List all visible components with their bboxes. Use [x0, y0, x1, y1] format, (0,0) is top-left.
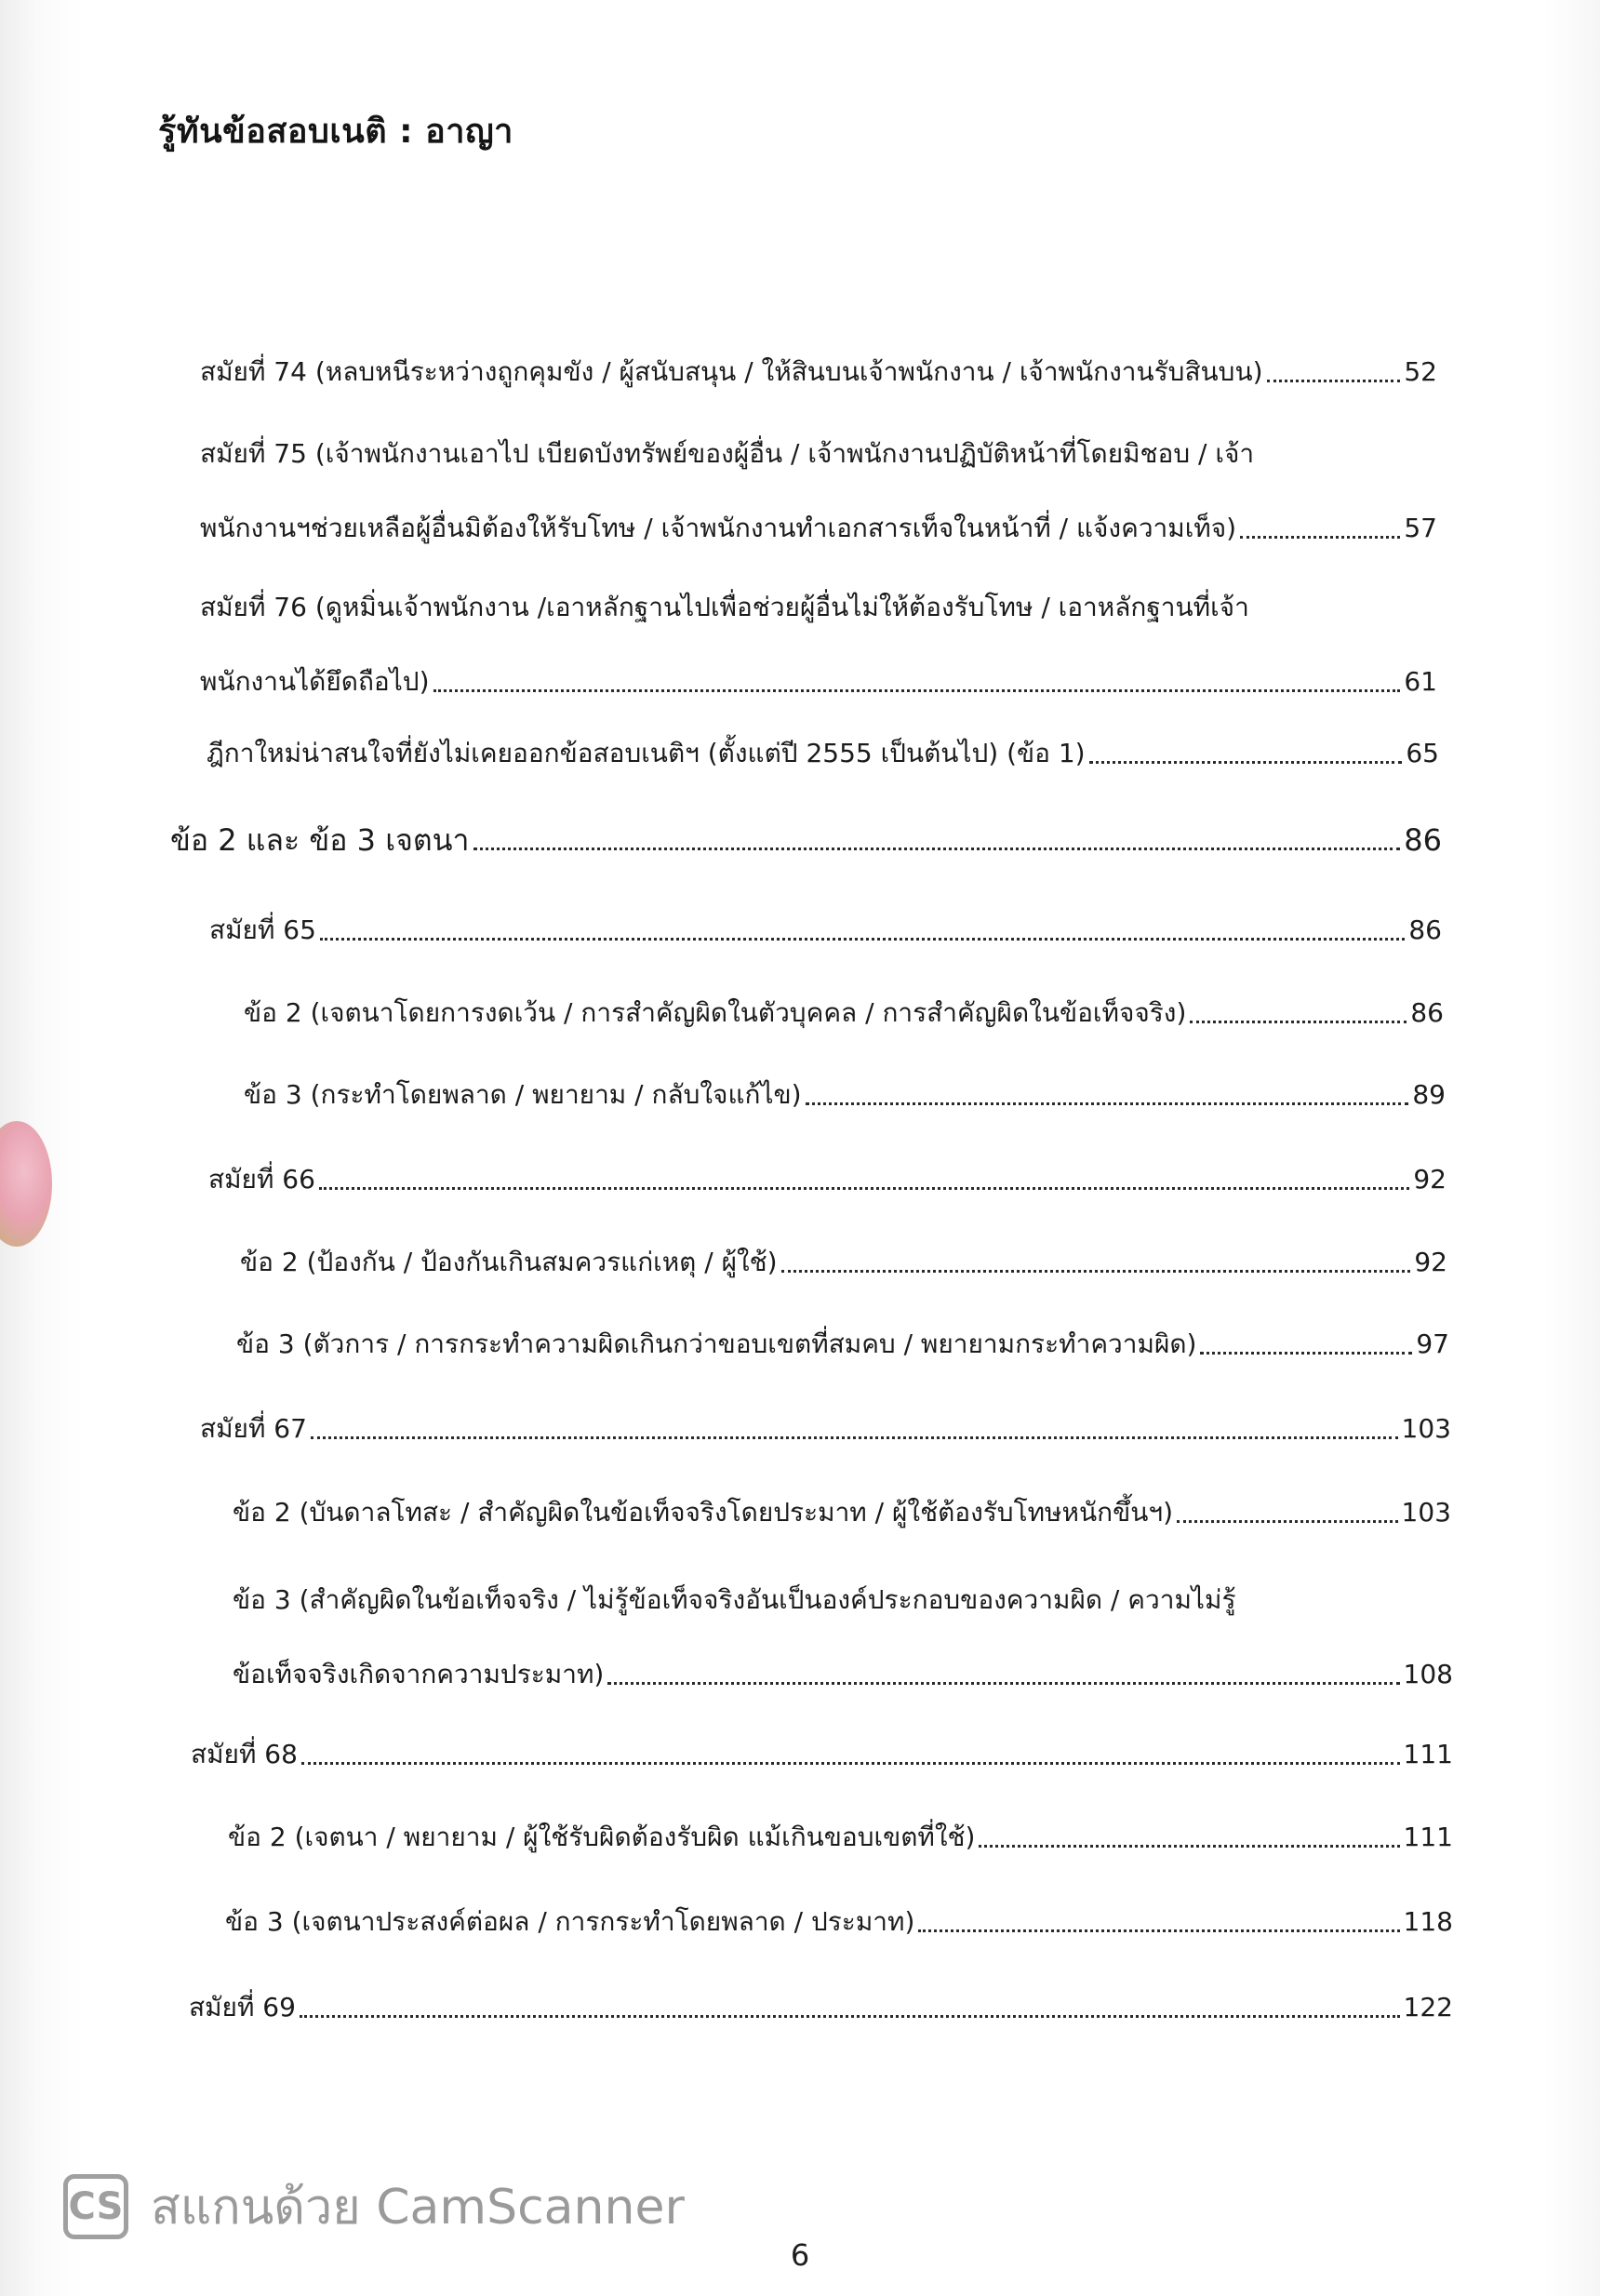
toc-entry	[228, 1819, 1453, 1856]
toc-entry-title: สมัยที่ 69	[189, 1992, 296, 2022]
toc-entry-title: สมัยที่ 74 (หลบหนีระหว่างถูกคุมขัง / ผู้สนับสนุน / ให้สินบนเจ้าพนักงาน / เจ้าพนักงานรับสินบน)	[200, 356, 1263, 387]
toc-entry	[244, 1076, 1446, 1114]
dot-leader	[1177, 1519, 1398, 1523]
toc-entry	[233, 1494, 1451, 1531]
toc-entry-title: ข้อ 2 (บันดาลโทสะ / สำคัญผิดในข้อเท็จจริงโดยประมาท / ผู้ใช้ต้องรับโทษหนักขึ้นฯ)	[233, 1497, 1173, 1528]
toc-entry	[208, 1161, 1447, 1198]
dot-leader	[320, 937, 1405, 941]
toc-entry-title: ข้อ 2 และ ข้อ 3 เจตนา	[170, 822, 470, 858]
toc-entry-page: 111	[1403, 1739, 1453, 1769]
finger-thumb-image	[0, 1121, 52, 1247]
toc-entry	[236, 1326, 1449, 1363]
dot-leader	[473, 847, 1401, 850]
toc-entry	[189, 1989, 1453, 2026]
toc-entry-page: 103	[1401, 1413, 1451, 1444]
dot-leader	[1200, 1351, 1412, 1355]
toc-entry-title: พนักงานได้ยึดถือไป)	[200, 666, 430, 697]
dot-leader	[300, 2014, 1400, 2018]
dot-leader	[301, 1761, 1400, 1765]
dot-leader	[433, 688, 1401, 692]
toc-entry	[207, 735, 1439, 772]
toc-entry-page: 86	[1410, 997, 1444, 1028]
toc-entry-page: 111	[1403, 1822, 1453, 1852]
toc-entry-title: สมัยที่ 68	[191, 1739, 298, 1769]
toc-entry	[191, 1736, 1453, 1773]
page-number: 6	[790, 2237, 810, 2273]
toc-entry-page: 52	[1404, 356, 1437, 387]
toc-entry-page: 97	[1416, 1328, 1449, 1359]
toc-entry-title: ข้อ 3 (ตัวการ / การกระทำความผิดเกินกว่าขอบเขตที่สมคบ / พยายามกระทำความผิด)	[236, 1328, 1197, 1359]
toc-entry-title: ข้อ 3 (กระทำโดยพลาด / พยายาม / กลับใจแก้ไข)	[244, 1079, 802, 1110]
page-header-title: รู้ทันข้อสอบเนติ : อาญา	[158, 113, 513, 151]
toc-entry-page: 61	[1404, 666, 1437, 697]
toc-entry-title: ข้อ 2 (เจตนาโดยการงดเว้น / การสำคัญผิดในตัวบุคคล / การสำคัญผิดในข้อเท็จจริง)	[244, 997, 1187, 1028]
dot-leader	[781, 1269, 1411, 1273]
toc-entry	[170, 821, 1442, 859]
toc-entry	[200, 589, 1437, 701]
toc-entry	[200, 435, 1437, 547]
toc-entry-title: ข้อเท็จจริงเกิดจากความประมาท)	[233, 1659, 605, 1689]
watermark-text: สแกนด้วย CamScanner	[151, 2180, 685, 2236]
toc-entry	[200, 354, 1437, 391]
toc-entry-title-line: สมัยที่ 75 (เจ้าพนักงานเอาไป เบียดบังทรัพย์ของผู้อื่น / เจ้าพนักงานปฏิบัติหน้าที่โดยมิชอบ / เจ้า	[200, 438, 1255, 469]
camscanner-watermark	[63, 2168, 685, 2245]
dot-leader	[311, 1435, 1398, 1439]
dot-leader	[1190, 1020, 1407, 1023]
dot-leader	[1089, 760, 1403, 764]
toc-entry-title-line: ข้อ 3 (สำคัญผิดในข้อเท็จจริง / ไม่รู้ข้อเท็จจริงอันเป็นองค์ประกอบของความผิด / ความไม่รู้	[233, 1584, 1236, 1615]
toc-entry-title-line: สมัยที่ 76 (ดูหมิ่นเจ้าพนักงาน /เอาหลักฐานไปเพื่อช่วยผู้อื่นไม่ให้ต้องรับโทษ / เอาหลักฐานที่เจ้า	[200, 592, 1249, 622]
toc-entry-page: 86	[1404, 822, 1442, 858]
toc-entry	[244, 994, 1444, 1032]
toc-entry	[240, 1244, 1447, 1281]
dot-leader	[1267, 379, 1401, 382]
dot-leader	[918, 1929, 1399, 1932]
toc-entry-page: 65	[1406, 738, 1439, 768]
toc-entry-title: ข้อ 2 (เจตนา / พยายาม / ผู้ใช้รับผิดต้องรับผิด แม้เกินขอบเขตที่ใช้)	[228, 1822, 976, 1852]
dot-leader	[979, 1844, 1399, 1848]
toc-entry-page: 118	[1403, 1906, 1453, 1937]
toc-entry-title: สมัยที่ 67	[200, 1413, 307, 1444]
toc-entry-page: 103	[1401, 1497, 1451, 1528]
toc-entry-page: 89	[1412, 1079, 1446, 1110]
toc-entry-page: 92	[1413, 1164, 1447, 1195]
toc-entry-title: พนักงานฯช่วยเหลือผู้อื่นมิต้องให้รับโทษ / เจ้าพนักงานทำเอกสารเท็จในหน้าที่ / แจ้งความเท็จ)	[200, 513, 1237, 543]
toc-entry-title: สมัยที่ 66	[208, 1164, 315, 1195]
toc-entry-title: ข้อ 2 (ป้องกัน / ป้องกันเกินสมควรแก่เหตุ / ผู้ใช้)	[240, 1247, 778, 1277]
toc-entry-title: ฎีกาใหม่น่าสนใจที่ยังไม่เคยออกข้อสอบเนติฯ (ตั้งแต่ปี 2555 เป็นต้นไป) (ข้อ 1)	[207, 738, 1086, 768]
toc-entry-page: 86	[1408, 914, 1442, 945]
dot-leader	[319, 1186, 1409, 1190]
toc-entry	[209, 912, 1442, 949]
toc-entry-page: 108	[1403, 1659, 1453, 1689]
toc-entry-title: ข้อ 3 (เจตนาประสงค์ต่อผล / การกระทำโดยพลาด / ประมาท)	[225, 1906, 915, 1937]
dot-leader	[806, 1101, 1409, 1105]
toc-entry-title: สมัยที่ 65	[209, 914, 316, 945]
dot-leader	[1240, 535, 1400, 539]
toc-entry	[200, 1410, 1451, 1448]
dot-leader	[607, 1681, 1399, 1685]
toc-entry	[225, 1903, 1453, 1941]
toc-entry-page: 57	[1404, 513, 1437, 543]
toc-entry-page: 92	[1414, 1247, 1447, 1277]
toc-entry-page: 122	[1403, 1992, 1453, 2022]
toc-entry	[233, 1582, 1453, 1693]
camscanner-logo-icon: CS	[63, 2174, 128, 2239]
